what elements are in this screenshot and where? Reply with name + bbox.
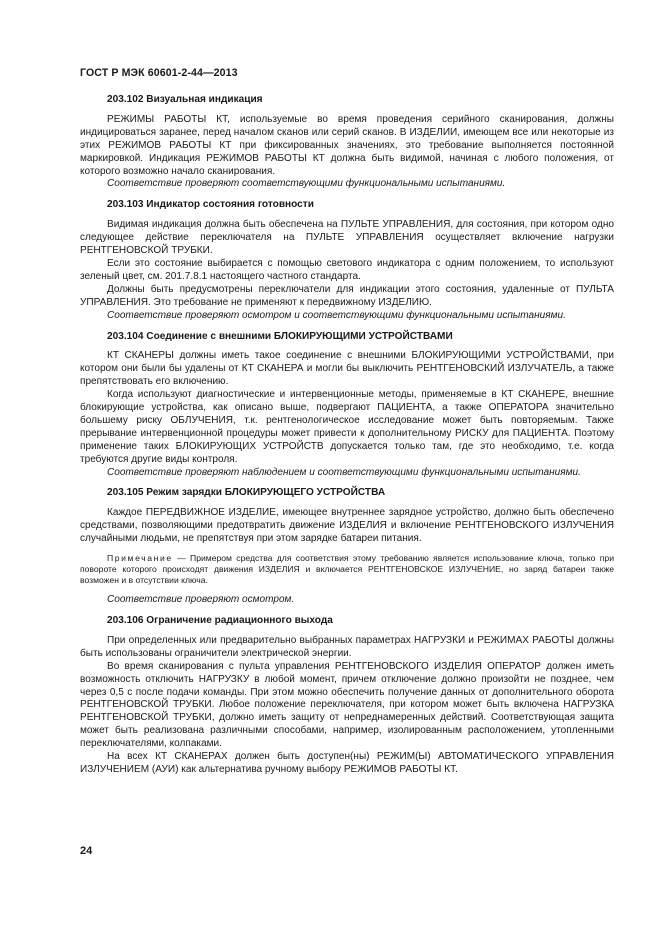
note (80, 553, 614, 586)
section-203-106 (80, 615, 614, 777)
section-title: 203.103 Индикатор состояния готовности (107, 199, 314, 211)
section-title: 203.106 Ограничение радиационного выхода (107, 615, 333, 626)
paragraph: На всех КТ СКАНЕРАХ должен быть доступен(ны) РЕЖИМ(Ы) АВТОМАТИЧЕСКОГО УПРАВЛЕНИЯ ИЗЛУЧЕНИЕМ (АУИ) как альтернатива ручному выбору РЕЖИМОВ РАБОТЫ КТ. (80, 751, 614, 775)
compliance-statement: Соответствие проверяют соответствующими функциональными испытаниями. (107, 178, 506, 190)
paragraph: Когда используют диагностические и интервенционные методы, применяемые в КТ СКАНЕРЕ, внешние блокирующие устройства, как описано выше, подвергают ПАЦИЕНТА, а также ОПЕРАТОРА значительно большему риску ОБЛУЧЕНИЯ, т.к. рентгенологическое исследование может быть повторяемым. Также прерывание интервенционной процедуры может привести к дополнительному РИСКУ для ПАЦИЕНТА. Поэтому применение таких БЛОКИРУЮЩИХ УСТРОЙСТВ допускается только там, где это необходимо, т.е. когда требуются другие виды контроля. (80, 389, 614, 465)
paragraph: Должны быть предусмотрены переключатели для индикации этого состояния, удаленные от ПУЛЬТА УПРАВЛЕНИЯ. Это требование не применяют к передвижному ИЗДЕЛИЮ. (80, 283, 614, 308)
paragraph: Каждое ПЕРЕДВИЖНОЕ ИЗДЕЛИЕ, имеющее внутреннее зарядное устройство, должно быть обеспечено средствами, позволяющими предотвратить движение ИЗДЕЛИЯ и включение РЕНТГЕНОВСКОГО ИЗЛУЧЕНИЯ случайными людьми, не препятствуя при этом зарядке батареи питания. (80, 507, 614, 545)
section-203-104 (80, 331, 614, 480)
compliance-statement: Соответствие проверяют наблюдением и соответствующими функциональными испытаниями. (107, 466, 581, 478)
paragraph: Во время сканирования с пульта управления РЕНТГЕНОВСКОГО ИЗДЕЛИЯ ОПЕРАТОР должен иметь возможность отключить НАГРУЗКУ в любой момент, причем отключение должно произойти не позднее, чем через 0,5 с после подачи команды. При этом можно обеспечить получение данных от дополнительного оборота РЕНТГЕНОВСКОЙ ТРУБКИ. Любое положение переключателя, при котором может быть включена НАГРУЗКА РЕНТГЕНОВСКОЙ ТРУБКИ, должно иметь защиту от непреднамеренных действий. Соответствующая защита может быть реализована различными способами, например, изолированным расположением, утопленными переключателями, колпаками. (80, 660, 614, 750)
section-title: 203.105 Режим зарядки БЛОКИРУЮЩЕГО УСТРОЙСТВА (107, 487, 386, 499)
compliance-statement: Соответствие проверяют осмотром. (107, 594, 295, 606)
section-203-105 (80, 487, 614, 607)
page-number: 24 (80, 845, 93, 857)
section-title: 203.102 Визуальная индикация (107, 94, 263, 105)
section-203-103 (80, 199, 614, 322)
note-text: — Примером средства для соответствия этому требованию является использование ключа, только при повороте которого происходят движения ИЗДЕЛИЯ и включается РЕНТГЕНОВСКОЕ ИЗЛУЧЕНИЕ, но заряд батареи также возможен и в отсутствии ключа. (80, 553, 614, 586)
note-label: Примечание (107, 553, 173, 564)
paragraph: При определенных или предварительно выбранных параметрах НАГРУЗКИ и РЕЖИМАХ РАБОТЫ должны быть использованы ограничители электрической энергии. (80, 634, 614, 659)
compliance-statement: Соответствие проверяют осмотром и соответствующими функциональными испытаниями. (107, 309, 566, 321)
paragraph: РЕЖИМЫ РАБОТЫ КТ, используемые во время проведения серийного сканирования, должны индицироваться заранее, перед началом сканов или серий сканов. В ИЗДЕЛИИ, имеющем все или некоторые из этих РЕЖИМОВ РАБОТЫ КТ при фиксированных значениях, это требование выполняется постоянной маркировкой. Индикация РЕЖИМОВ РАБОТЫ КТ должна быть видимой, начиная с любого положения, от которого возможно начало сканирования. (80, 113, 614, 177)
paragraph: Если это состояние выбирается с помощью светового индикатора с одним положением, то используют зеленый цвет, см. 201.7.8.1 настоящего частного стандарта. (80, 257, 614, 282)
section-title: 203.104 Соединение с внешними БЛОКИРУЮЩИМИ УСТРОЙСТВАМИ (107, 330, 453, 342)
paragraph: Видимая индикация должна быть обеспечена на ПУЛЬТЕ УПРАВЛЕНИЯ, для состояния, при котором одно следующее действие переключателя на ПУЛЬТЕ УПРАВЛЕНИЯ осуществляет включение нагрузки РЕНТГЕНОВСКОЙ ТРУБКИ. (80, 219, 614, 257)
paragraph: КТ СКАНЕРЫ должны иметь такое соединение с внешними БЛОКИРУЮЩИМИ УСТРОЙСТВАМИ, при котором они были бы удалены от КТ СКАНЕРА и могли бы выключить РЕНТГЕНОВСКИЙ ИЗЛУЧАТЕЛЬ, а также препятствовать его включению. (80, 350, 614, 388)
page-content (80, 94, 614, 785)
section-203-102 (80, 94, 614, 191)
standard-header: ГОСТ Р МЭК 60601-2-44—2013 (80, 67, 238, 79)
